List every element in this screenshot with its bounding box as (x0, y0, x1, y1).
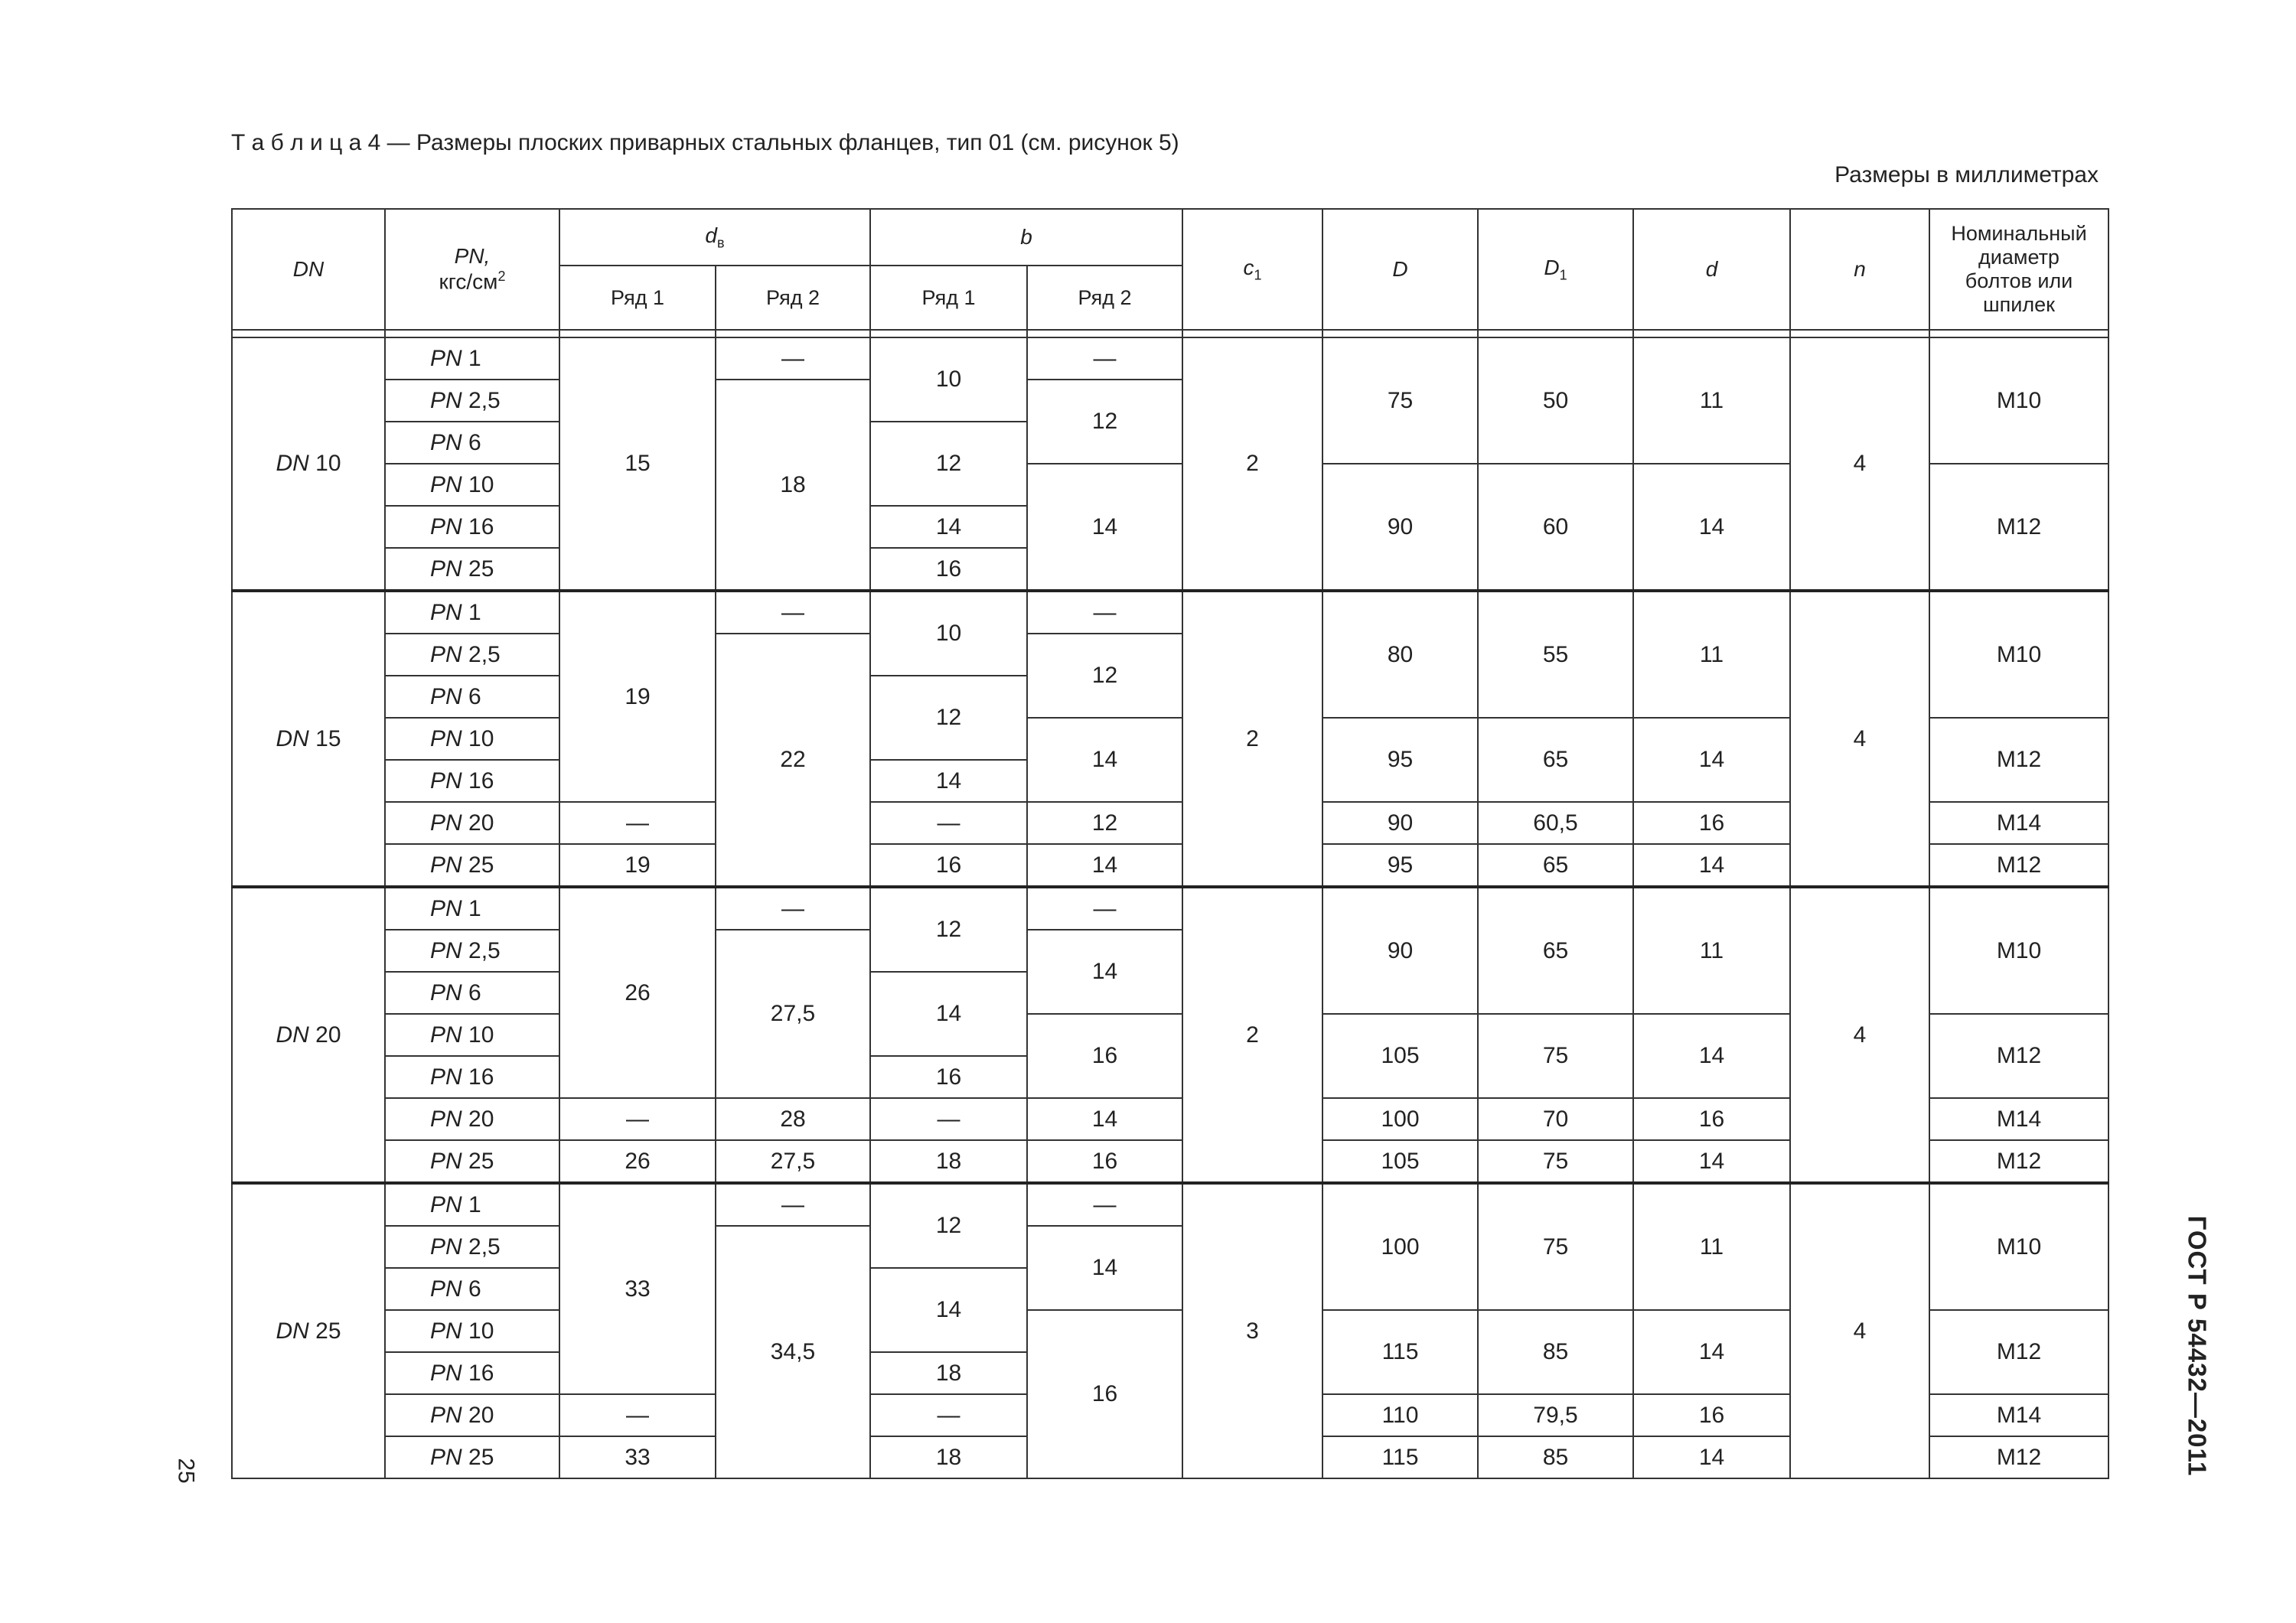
d-cell: 11 (1633, 887, 1790, 1014)
n-cell: 4 (1790, 1183, 1929, 1478)
D-cell: 100 (1322, 1183, 1478, 1310)
pn-cell: PN 10 (385, 718, 559, 760)
dn-cell: DN 25 (232, 1183, 385, 1478)
b1-cell: 16 (870, 844, 1027, 887)
dv2-cell: 27,5 (716, 930, 870, 1098)
bolt-cell: M12 (1929, 1436, 2108, 1478)
pn-cell: PN 25 (385, 548, 559, 591)
b1-cell: 14 (870, 1268, 1027, 1352)
dv2-cell: 18 (716, 380, 870, 591)
group-dn15 (232, 591, 2108, 887)
D1-cell: 65 (1478, 887, 1633, 1014)
b2-cell: 16 (1027, 1140, 1182, 1183)
pn-cell: PN 10 (385, 1014, 559, 1056)
b1-cell: 16 (870, 548, 1027, 591)
b2-cell: — (1027, 887, 1182, 930)
c1-cell: 2 (1182, 591, 1322, 887)
D1-cell: 85 (1478, 1310, 1633, 1394)
b2-cell: 14 (1027, 1226, 1182, 1310)
pn-cell: PN 6 (385, 1268, 559, 1310)
b2-cell: 12 (1027, 380, 1182, 464)
dv1-cell: 19 (559, 591, 716, 802)
dv2-cell: 22 (716, 634, 870, 887)
D1-cell: 60 (1478, 464, 1633, 591)
b2-cell: 14 (1027, 930, 1182, 1014)
pn-cell: PN 25 (385, 1436, 559, 1478)
table-caption: Т а б л и ц а 4 — Размеры плоских приварных стальных фланцев, тип 01 (см. рисунок 5) (231, 130, 1179, 155)
b2-cell: 14 (1027, 844, 1182, 887)
pn-cell: PN 1 (385, 591, 559, 634)
D1-cell: 75 (1478, 1140, 1633, 1183)
pn-cell: PN 16 (385, 506, 559, 548)
d-cell: 14 (1633, 464, 1790, 591)
D1-cell: 55 (1478, 591, 1633, 718)
c1-cell: 2 (1182, 337, 1322, 591)
pn-cell: PN 6 (385, 676, 559, 718)
group-dn10 (232, 337, 2108, 591)
pn-cell: PN 10 (385, 464, 559, 506)
c1-cell: 2 (1182, 887, 1322, 1183)
b1-cell: 10 (870, 591, 1027, 676)
b2-cell: 14 (1027, 464, 1182, 591)
pn-cell: PN 2,5 (385, 634, 559, 676)
b1-cell: 14 (870, 972, 1027, 1056)
b1-cell: 14 (870, 506, 1027, 548)
dn-cell: DN 20 (232, 887, 385, 1183)
b2-cell: 12 (1027, 802, 1182, 844)
D-cell: 115 (1322, 1310, 1478, 1394)
pn-cell: PN 6 (385, 972, 559, 1014)
bolt-cell: M12 (1929, 1310, 2108, 1394)
dv2-cell: 27,5 (716, 1140, 870, 1183)
b1-cell: 14 (870, 760, 1027, 802)
dv2-cell: 34,5 (716, 1226, 870, 1478)
b1-cell: — (870, 802, 1027, 844)
D1-cell: 65 (1478, 844, 1633, 887)
dv2-cell: — (716, 591, 870, 634)
pn-cell: PN 20 (385, 1098, 559, 1140)
header-b-row1: Ряд 1 (870, 266, 1027, 330)
b2-cell: — (1027, 337, 1182, 380)
bolt-cell: M10 (1929, 887, 2108, 1014)
d-cell: 14 (1633, 718, 1790, 802)
bolt-cell: M12 (1929, 844, 2108, 887)
dv2-cell: — (716, 887, 870, 930)
c1-cell: 3 (1182, 1183, 1322, 1478)
n-cell: 4 (1790, 337, 1929, 591)
b2-cell: — (1027, 591, 1182, 634)
flange-dimensions-table (231, 208, 2109, 1479)
b1-cell: 18 (870, 1352, 1027, 1394)
D-cell: 95 (1322, 844, 1478, 887)
D-cell: 115 (1322, 1436, 1478, 1478)
pn-cell: PN 10 (385, 1310, 559, 1352)
pn-cell: PN 20 (385, 1394, 559, 1436)
pn-cell: PN 25 (385, 1140, 559, 1183)
pn-cell: PN 1 (385, 887, 559, 930)
header-dv: $d_в$ (559, 209, 870, 266)
bolt-cell: M10 (1929, 337, 2108, 464)
header-dv-row2: Ряд 2 (716, 266, 870, 330)
header-b: b (870, 209, 1182, 266)
b1-cell: — (870, 1394, 1027, 1436)
units-note: Размеры в миллиметрах (1835, 162, 2099, 187)
b1-cell: 12 (870, 1183, 1027, 1268)
b1-cell: 12 (870, 676, 1027, 760)
d-cell: 14 (1633, 1140, 1790, 1183)
b1-cell: 18 (870, 1436, 1027, 1478)
page-number: 25 (173, 1458, 199, 1484)
dv1-cell: — (559, 1394, 716, 1436)
b1-cell: 12 (870, 887, 1027, 972)
header-n: n (1790, 209, 1929, 330)
pn-cell: PN 25 (385, 844, 559, 887)
pn-cell: PN 16 (385, 1056, 559, 1098)
D-cell: 80 (1322, 591, 1478, 718)
D-cell: 110 (1322, 1394, 1478, 1436)
d-cell: 14 (1633, 1014, 1790, 1098)
dv1-cell: — (559, 802, 716, 844)
bolt-cell: M14 (1929, 802, 2108, 844)
b1-cell: 16 (870, 1056, 1027, 1098)
d-cell: 16 (1633, 1098, 1790, 1140)
bolt-cell: M12 (1929, 718, 2108, 802)
D-cell: 90 (1322, 802, 1478, 844)
D1-cell: 75 (1478, 1014, 1633, 1098)
D-cell: 75 (1322, 337, 1478, 464)
D-cell: 90 (1322, 464, 1478, 591)
dv2-cell: 28 (716, 1098, 870, 1140)
pn-cell: PN 1 (385, 1183, 559, 1226)
d-cell: 14 (1633, 844, 1790, 887)
dv1-cell: 26 (559, 887, 716, 1098)
D-cell: 95 (1322, 718, 1478, 802)
header-b-row2: Ряд 2 (1027, 266, 1182, 330)
header-D: D (1322, 209, 1478, 330)
D-cell: 105 (1322, 1014, 1478, 1098)
D1-cell: 70 (1478, 1098, 1633, 1140)
D-cell: 105 (1322, 1140, 1478, 1183)
D1-cell: 60,5 (1478, 802, 1633, 844)
b1-cell: 18 (870, 1140, 1027, 1183)
pn-cell: PN 2,5 (385, 1226, 559, 1268)
b1-cell: 12 (870, 422, 1027, 506)
header-d: d (1633, 209, 1790, 330)
b2-cell: 14 (1027, 718, 1182, 802)
dv1-cell: 33 (559, 1436, 716, 1478)
D1-cell: 79,5 (1478, 1394, 1633, 1436)
b2-cell: 16 (1027, 1310, 1182, 1478)
d-cell: 14 (1633, 1310, 1790, 1394)
b2-cell: 12 (1027, 634, 1182, 718)
b1-cell: 10 (870, 337, 1027, 422)
header-pn: PN, кгс/$см^2$ (385, 209, 559, 330)
d-cell: 14 (1633, 1436, 1790, 1478)
dv1-cell: — (559, 1098, 716, 1140)
pn-cell: PN 1 (385, 337, 559, 380)
n-cell: 4 (1790, 887, 1929, 1183)
b2-cell: 16 (1027, 1014, 1182, 1098)
group-dn20 (232, 887, 2108, 1183)
b2-cell: 14 (1027, 1098, 1182, 1140)
D1-cell: 50 (1478, 337, 1633, 464)
d-cell: 16 (1633, 802, 1790, 844)
D1-cell: 85 (1478, 1436, 1633, 1478)
bolt-cell: M12 (1929, 464, 2108, 591)
pn-cell: PN 2,5 (385, 930, 559, 972)
bolt-cell: M14 (1929, 1098, 2108, 1140)
pn-cell: PN 20 (385, 802, 559, 844)
b1-cell: — (870, 1098, 1027, 1140)
bolt-cell: M14 (1929, 1394, 2108, 1436)
document-code: ГОСТ Р 54432—2011 (2183, 1215, 2212, 1477)
D-cell: 90 (1322, 887, 1478, 1014)
dv1-cell: 15 (559, 337, 716, 591)
d-cell: 11 (1633, 591, 1790, 718)
dn-cell: DN 10 (232, 337, 385, 591)
D-cell: 100 (1322, 1098, 1478, 1140)
header-dv-row1: Ряд 1 (559, 266, 716, 330)
n-cell: 4 (1790, 591, 1929, 887)
group-dn25 (232, 1183, 2108, 1478)
header-bolt-diameter: Номинальный диаметр болтов или шпилек (1929, 209, 2108, 330)
dv2-cell: — (716, 337, 870, 380)
dv1-cell: 19 (559, 844, 716, 887)
header-dn: DN (232, 209, 385, 330)
pn-cell: PN 16 (385, 1352, 559, 1394)
b2-cell: — (1027, 1183, 1182, 1226)
bolt-cell: M12 (1929, 1014, 2108, 1098)
bolt-cell: M10 (1929, 1183, 2108, 1310)
dv1-cell: 26 (559, 1140, 716, 1183)
header-D1: $D_1$ (1478, 209, 1633, 330)
header-c1: $c_1$ (1182, 209, 1322, 330)
dn-cell: DN 15 (232, 591, 385, 887)
pn-cell: PN 16 (385, 760, 559, 802)
D1-cell: 65 (1478, 718, 1633, 802)
d-cell: 16 (1633, 1394, 1790, 1436)
pn-cell: PN 2,5 (385, 380, 559, 422)
D1-cell: 75 (1478, 1183, 1633, 1310)
d-cell: 11 (1633, 1183, 1790, 1310)
pn-cell: PN 6 (385, 422, 559, 464)
bolt-cell: M10 (1929, 591, 2108, 718)
dv2-cell: — (716, 1183, 870, 1226)
d-cell: 11 (1633, 337, 1790, 464)
dv1-cell: 33 (559, 1183, 716, 1394)
bolt-cell: M12 (1929, 1140, 2108, 1183)
